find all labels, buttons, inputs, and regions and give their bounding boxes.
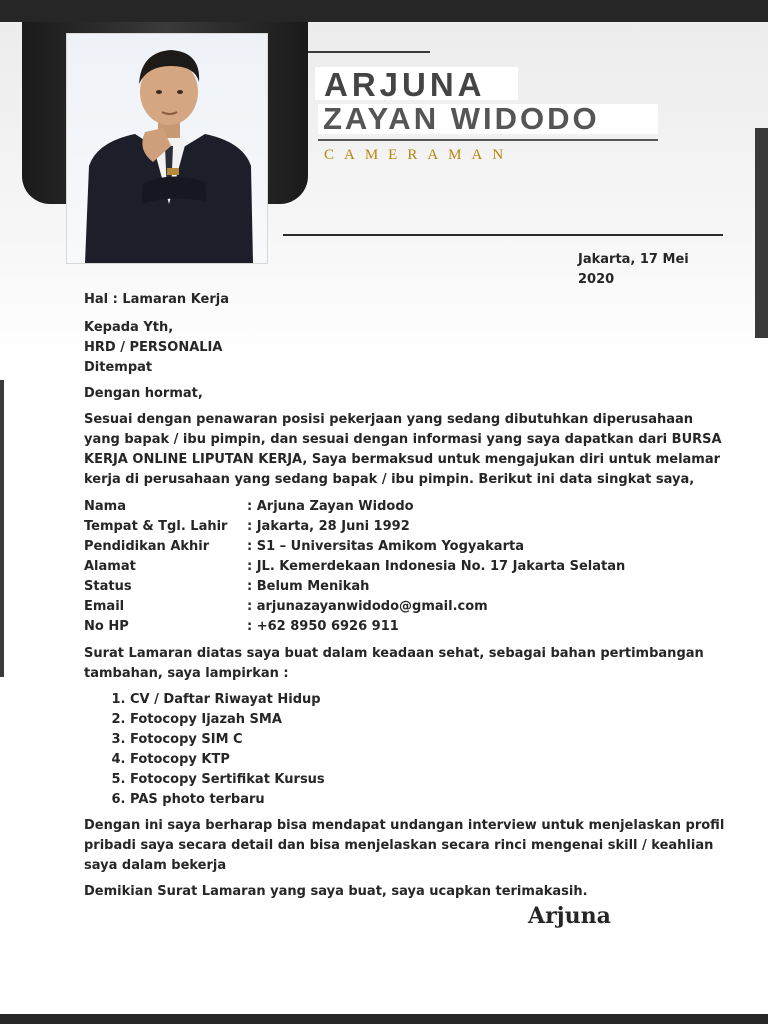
- job-title: CAMERAMAN: [324, 147, 514, 163]
- detail-row: [84, 597, 744, 617]
- recipient-line: Ditempat: [84, 360, 153, 375]
- header-divider: [283, 234, 723, 236]
- detail-value: : JL. Kemerdekaan Indonesia No. 17 Jakarta Selatan: [247, 559, 626, 574]
- name-underline: [318, 139, 658, 141]
- attachment-item: 5. Fotocopy Sertifikat Kursus: [130, 770, 744, 790]
- detail-label: Email: [84, 599, 125, 614]
- detail-value: : Belum Menikah: [247, 579, 370, 594]
- detail-label: Status: [84, 579, 132, 594]
- closing-paragraph-1: Surat Lamaran diatas saya buat dalam keadaan sehat, sebagai bahan pertimbangan tambahan, saya lampirkan :: [84, 646, 704, 681]
- recipient-block: [84, 318, 744, 378]
- top-bar: [0, 0, 768, 22]
- detail-label: Alamat: [84, 559, 136, 574]
- recipient-line: Kepada Yth,: [84, 320, 174, 335]
- bottom-bar: [0, 1014, 768, 1024]
- first-name: ARJUNA: [324, 66, 486, 103]
- last-name: ZAYAN WIDODO: [323, 101, 600, 136]
- detail-value: : arjunazayanwidodo@gmail.com: [247, 599, 488, 614]
- header-rule-top: [308, 51, 430, 53]
- detail-value: : Arjuna Zayan Widodo: [247, 499, 414, 514]
- detail-value: : +62 8950 6926 911: [247, 619, 399, 634]
- attachment-item: 3. Fotocopy SIM C: [130, 730, 744, 750]
- detail-row: [84, 557, 744, 577]
- recipient-line: HRD / PERSONALIA: [84, 340, 223, 355]
- left-accent-bar: [0, 380, 4, 677]
- right-accent-bar: [755, 128, 768, 338]
- detail-label: Tempat & Tgl. Lahir: [84, 519, 228, 534]
- closing-paragraph-2: Dengan ini saya berharap bisa mendapat undangan interview untuk menjelaskan profil pribadi saya secara detail dan bisa menjelaskan secara rinci mengenai skill / keahlian saya dalam bekerja: [84, 818, 725, 873]
- date-line: Jakarta, 17 Mei 2020: [578, 252, 689, 287]
- attachment-list: [84, 690, 744, 810]
- attachment-item: 6. PAS photo terbaru: [130, 790, 744, 810]
- greeting: Dengan hormat,: [84, 386, 203, 401]
- detail-row: [84, 497, 744, 517]
- detail-row: [84, 577, 744, 597]
- detail-row: [84, 517, 744, 537]
- letter-body: [84, 290, 744, 902]
- intro-paragraph: Sesuai dengan penawaran posisi pekerjaan yang sedang dibutuhkan diperusahaan yang bapak / ibu pimpin, dan sesuai dengan informasi yang saya dapatkan dari BURSA KERJA ONLINE LIPUTAN KERJA, Saya bermaksud untuk mengajukan diri untuk melamar kerja di perusahaan yang sedang bapak / ibu pimpin. Berikut ini data singkat saya,: [84, 412, 722, 487]
- detail-label: Pendidikan Akhir: [84, 539, 210, 554]
- personal-details: [84, 497, 744, 637]
- detail-value: : S1 – Universitas Amikom Yogyakarta: [247, 539, 524, 554]
- profile-photo: [66, 33, 268, 264]
- detail-row: [84, 617, 744, 637]
- attachment-item: 2. Fotocopy Ijazah SMA: [130, 710, 744, 730]
- detail-value: : Jakarta, 28 Juni 1992: [247, 519, 410, 534]
- closing-paragraph-3: Demikian Surat Lamaran yang saya buat, saya ucapkan terimakasih.: [84, 884, 588, 899]
- detail-label: No HP: [84, 619, 129, 634]
- letter-subject: Hal : Lamaran Kerja: [84, 292, 229, 307]
- attachment-item: 1. CV / Daftar Riwayat Hidup: [130, 690, 744, 710]
- detail-row: [84, 537, 744, 557]
- detail-label: Nama: [84, 499, 126, 514]
- attachment-item: 4. Fotocopy KTP: [130, 750, 744, 770]
- signature: Arjuna: [528, 903, 611, 929]
